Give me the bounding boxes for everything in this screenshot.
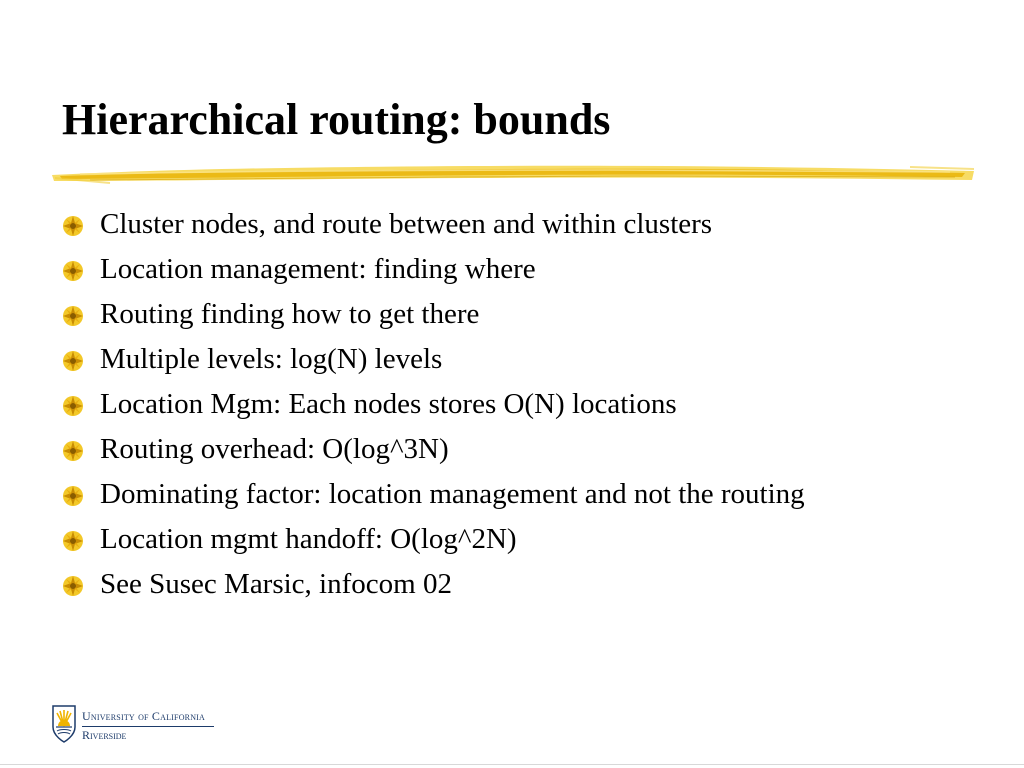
ucr-shield-icon: [52, 705, 76, 743]
bullet-item: [62, 386, 962, 422]
sunburst-bullet-icon: [62, 530, 84, 552]
bullet-item: [62, 431, 962, 467]
sunburst-bullet-icon: [62, 215, 84, 237]
slide-title: Hierarchical routing: bounds: [62, 95, 611, 144]
bullet-text: Multiple levels: log(N) levels: [100, 343, 443, 375]
bullet-list: [62, 206, 962, 611]
logo-divider: [82, 726, 214, 727]
bullet-item: [62, 566, 962, 602]
bullet-text: Location Mgm: Each nodes stores O(N) locations: [100, 388, 677, 420]
bullet-text: Routing overhead: O(log^3N): [100, 433, 449, 465]
bullet-text: Cluster nodes, and route between and within clusters: [100, 208, 713, 240]
bullet-text: Location management: finding where: [100, 253, 536, 285]
bullet-text: Routing finding how to get there: [100, 298, 480, 330]
sunburst-bullet-icon: [62, 260, 84, 282]
logo-campus-text: Riverside: [82, 728, 127, 742]
bullet-item: [62, 296, 962, 332]
sunburst-bullet-icon: [62, 305, 84, 327]
sunburst-bullet-icon: [62, 395, 84, 417]
sunburst-bullet-icon: [62, 440, 84, 462]
logo-university-text: University of California: [82, 709, 206, 723]
sunburst-bullet-icon: [62, 485, 84, 507]
bullet-item: [62, 521, 962, 557]
bullet-item: [62, 341, 962, 377]
bullet-text: See Susec Marsic, infocom 02: [100, 568, 452, 600]
title-underline-brush: [50, 153, 976, 193]
bullet-item: [62, 206, 962, 242]
bottom-divider: [0, 764, 1024, 765]
bullet-text: Dominating factor: location management and not the routing: [100, 478, 805, 510]
bullet-item: [62, 476, 962, 512]
sunburst-bullet-icon: [62, 350, 84, 372]
ucr-logo: [52, 705, 222, 745]
bullet-item: [62, 251, 962, 287]
bullet-text: Location mgmt handoff: O(log^2N): [100, 523, 517, 555]
sunburst-bullet-icon: [62, 575, 84, 597]
